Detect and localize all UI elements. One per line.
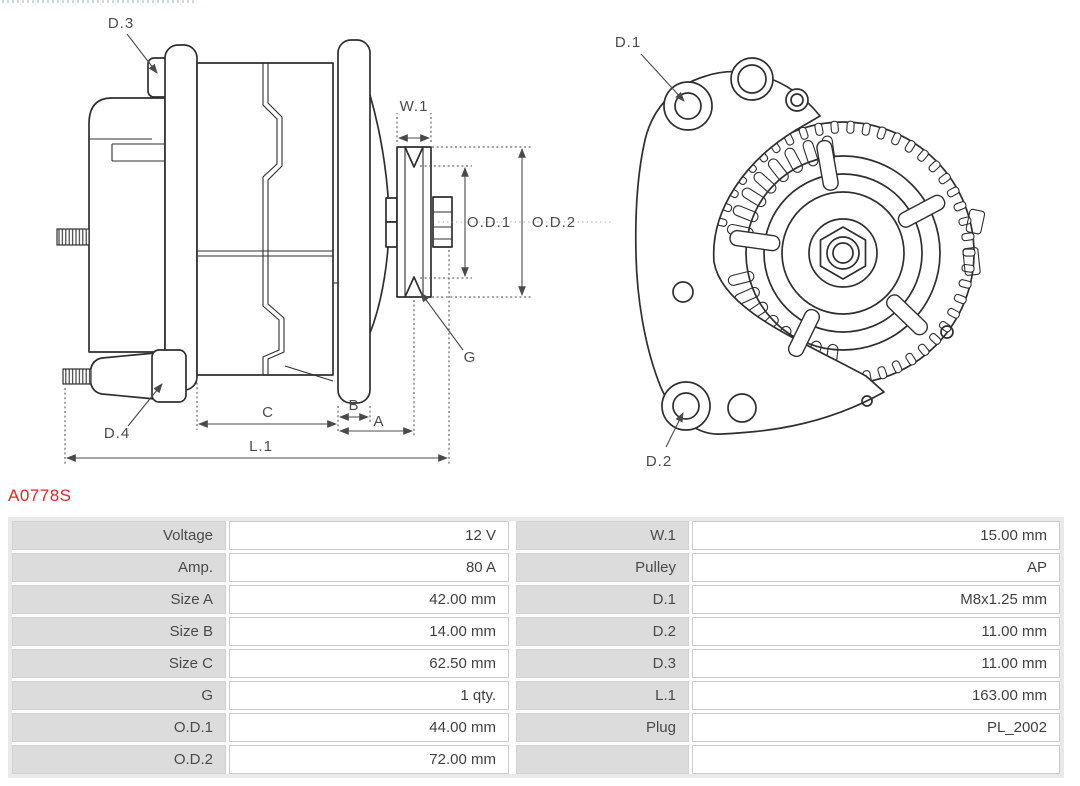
stator-body (197, 63, 333, 375)
spec-label-cell: D.3 (516, 649, 689, 678)
dim-label-d2: D.2 (645, 453, 673, 470)
spec-label-cell: Size A (12, 585, 226, 614)
spec-value-cell: 11.00 mm (692, 649, 1060, 678)
dim-label-d1: D.1 (614, 34, 642, 51)
rear-housing (89, 98, 165, 352)
front-arm (338, 40, 370, 403)
spec-value-cell: 72.00 mm (229, 745, 509, 774)
spec-value-cell (692, 745, 1060, 774)
spec-label-cell: D.1 (516, 585, 689, 614)
d2-ear (662, 382, 710, 430)
spec-label-cell: Plug (516, 713, 689, 742)
d4-stud (63, 369, 91, 384)
dim-label-w1: W.1 (399, 98, 429, 115)
d4-lug (152, 350, 186, 402)
spec-value-cell: M8x1.25 mm (692, 585, 1060, 614)
terminal-stud (57, 229, 89, 245)
spec-value-cell: 62.50 mm (229, 649, 509, 678)
dim-label-od1: O.D.1 (466, 214, 512, 231)
side-view (57, 15, 612, 464)
spec-label-cell: O.D.2 (12, 745, 226, 774)
spec-label-cell (516, 745, 689, 774)
dim-label-d4: D.4 (103, 425, 131, 442)
dim-label-a: A (373, 413, 385, 430)
rear-boot (90, 353, 155, 399)
spec-label-cell: D.2 (516, 617, 689, 646)
spec-label-cell: Voltage (12, 521, 226, 550)
spec-value-cell: 1 qty. (229, 681, 509, 710)
spec-label-cell: Amp. (12, 553, 226, 582)
dim-label-b: B (348, 397, 360, 414)
spec-value-cell: 163.00 mm (692, 681, 1060, 710)
spec-value-cell: PL_2002 (692, 713, 1060, 742)
spec-value-cell: 80 A (229, 553, 509, 582)
part-number: A0778S (8, 486, 72, 505)
spec-value-cell: 14.00 mm (229, 617, 509, 646)
dim-label-c: C (262, 404, 274, 421)
spec-label-cell: G (12, 681, 226, 710)
spec-label-cell: L.1 (516, 681, 689, 710)
spec-label-cell: Size B (12, 617, 226, 646)
spec-value-cell: 44.00 mm (229, 713, 509, 742)
rear-arm (165, 45, 197, 390)
spec-value-cell: 42.00 mm (229, 585, 509, 614)
spec-table (8, 517, 1064, 778)
dim-label-d3: D.3 (107, 15, 135, 32)
spec-label-cell: Pulley (516, 553, 689, 582)
dim-label-od2: O.D.2 (531, 214, 577, 231)
spec-value-cell: 12 V (229, 521, 509, 550)
d1-ear (664, 82, 712, 130)
pulley (397, 147, 431, 297)
dim-label-l1: L.1 (249, 438, 273, 455)
dim-label-g: G (463, 349, 477, 366)
spec-label-cell: Size C (12, 649, 226, 678)
spec-value-cell: 15.00 mm (692, 521, 1060, 550)
front-view (615, 34, 985, 470)
spec-value-cell: 11.00 mm (692, 617, 1060, 646)
spec-label-cell: O.D.1 (12, 713, 226, 742)
spec-label-cell: W.1 (516, 521, 689, 550)
spec-value-cell: AP (692, 553, 1060, 582)
